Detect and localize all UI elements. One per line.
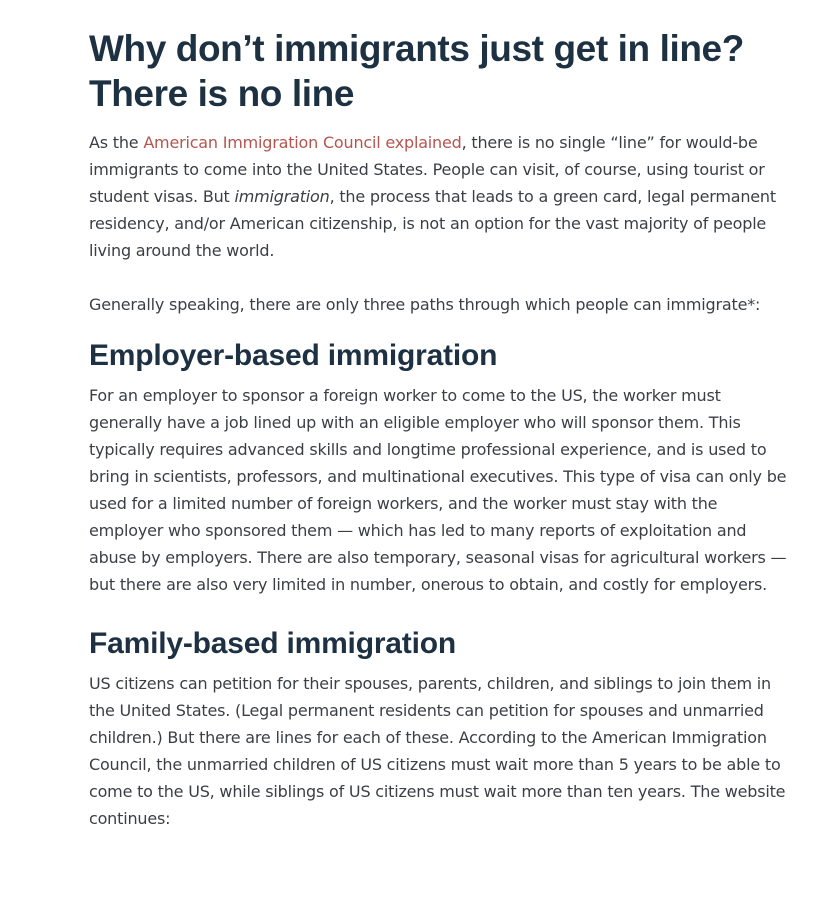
article-title-line-2: There is no line bbox=[89, 73, 354, 114]
section-body-family-based: US citizens can petition for their spouses, parents, children, and siblings to join them in the United States. (Legal permanent residents can petition for spouses and unmarried children.) But there are lines for each of these. According to the American Immigration Council, the unmarried children of US citizens must wait more than 5 years to be able to come to the US, while siblings of US citizens must wait more than ten years. The website continues: bbox=[89, 674, 786, 828]
section-body-employer-based: For an employer to sponsor a foreign worker to come to the US, the worker must generally have a job lined up with an eligible employer who will sponsor them. This typically requires advanced skills and longtime professional experience, and is used to bring in scientists, professors, and multinational executives. This type of visa can only be used for a limited number of foreign workers, and the worker must stay with the employer who sponsored them — which has led to many reports of exploitation and abuse by employers. There are also temporary, seasonal visas for agricultural workers — but there are also very limited in number, onerous to obtain, and costly for employers. bbox=[89, 386, 787, 594]
intro-text-start: As the bbox=[89, 133, 144, 152]
intro-text-middle: , there is no single “line” for would-be immigrants to come into the United States. People can visit, of course, using tourist or student visas. But bbox=[89, 133, 765, 206]
intro-text-end: , the process that leads to a green card, legal permanent residency, and/or American citizenship, is not an option for the vast majority of people living around the world. bbox=[89, 187, 776, 260]
article bbox=[89, 26, 789, 832]
paths-intro-paragraph: Generally speaking, there are only three paths through which people can immigrate*: bbox=[89, 295, 761, 314]
section-heading-family-based: Family-based immigration bbox=[89, 627, 456, 660]
article-title-line-1: Why don’t immigrants just get in line? bbox=[89, 28, 744, 69]
intro-emphasis: immigration bbox=[234, 187, 330, 206]
american-immigration-council-link[interactable]: American Immigration Council explained bbox=[143, 133, 462, 152]
section-heading-employer-based: Employer-based immigration bbox=[89, 339, 498, 372]
intro-paragraph bbox=[89, 129, 789, 264]
article-title bbox=[89, 26, 789, 116]
